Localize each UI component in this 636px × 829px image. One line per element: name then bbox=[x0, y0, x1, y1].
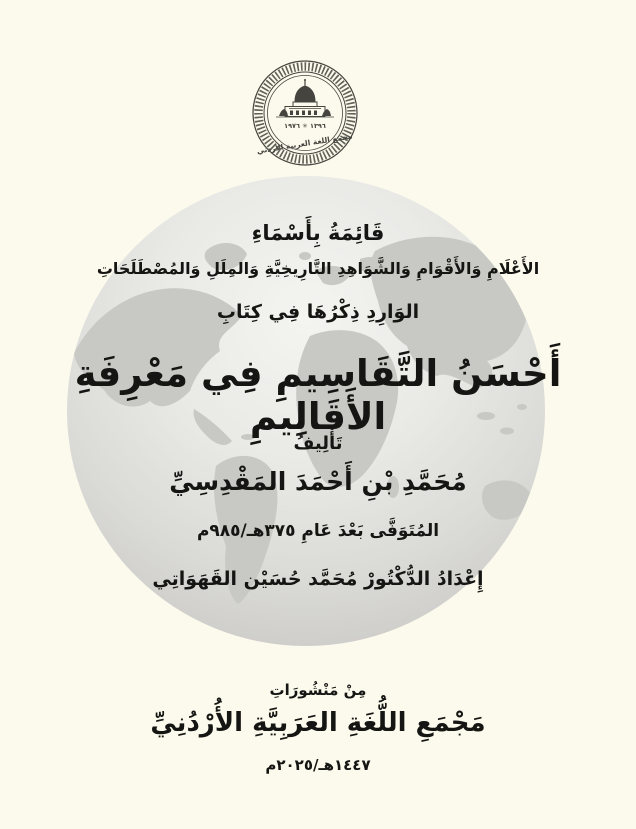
publisher-seal bbox=[246, 56, 364, 178]
index-heading-line3: الوَارِدِ ذِكْرُهَا فِي كِتَابِ bbox=[216, 301, 420, 323]
author-name: مُحَمَّدِ بْنِ أَحْمَدَ المَقْدِسِيِّ bbox=[169, 467, 467, 496]
byline-label: تَأْلِيفُ bbox=[293, 433, 343, 454]
seal-dates: ١٣٩٦ ✳ ١٩٧٦ bbox=[284, 122, 326, 130]
index-heading-line2: الأَعْلَامِ وَالأَقْوَامِ وَالشَّوَاهِدِ التَّارِيخِيَّةِ وَالمِلَلِ وَالمُصْطَلَحَاتِ bbox=[96, 259, 540, 278]
book-title: أَحْسَنُ التَّقَاسِيمِ فِي مَعْرِفَةِ الأَقَالِيمِ bbox=[74, 352, 562, 438]
publisher-name: مَجْمَعِ اللُّغَةِ العَرَبِيَّةِ الأُرْدُنِيِّ bbox=[150, 708, 486, 738]
dome-of-the-rock-icon bbox=[276, 79, 334, 117]
index-heading-line1: قَائِمَةُ بِأَسْمَاءِ bbox=[251, 221, 385, 245]
publication-year: ١٤٤٧هـ/٢٠٢٥م bbox=[265, 756, 371, 774]
editor-line: إِعْدَادُ الدُّكْتُورْ مُحَمَّد حُسَيْن القَهَوَاتِي bbox=[152, 568, 484, 590]
author-death-note: المُتَوَفَّى بَعْدَ عَامِ ٣٧٥هـ/٩٨٥م bbox=[196, 521, 440, 541]
seal-caption: مجمع اللغة العربية الأردني bbox=[256, 131, 354, 156]
publisher-intro: مِنْ مَنْشُورَاتِ bbox=[269, 681, 367, 699]
